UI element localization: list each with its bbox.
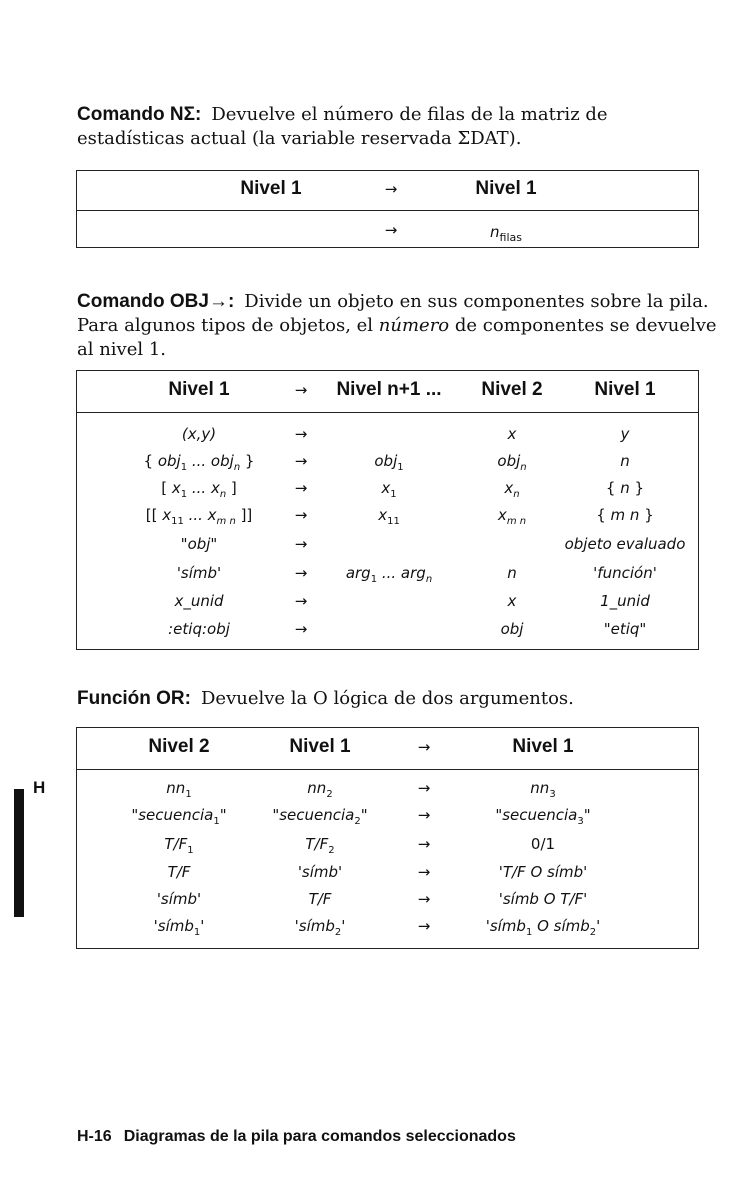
orfunc-r1-arrow: → bbox=[417, 779, 431, 797]
orfunc-r5-arrow: → bbox=[417, 890, 431, 908]
objarrow-r2-lvln1: obj$_1$ bbox=[374, 452, 404, 473]
objarrow-r3-lvl2: $x_n$ bbox=[504, 479, 520, 500]
objarrow-header-arrow: → bbox=[294, 381, 308, 399]
orfunc-r3-arrow: → bbox=[417, 835, 431, 853]
objarrow-r4-in: [[ $x_{11}$ ... $x_{m n}$ ]] bbox=[145, 506, 253, 527]
orfunc-r4-arrow: → bbox=[417, 863, 431, 881]
footer-title: Diagramas de la pila para comandos seleccionados bbox=[123, 1128, 516, 1145]
orfunc-r5-lvl1: T/F bbox=[308, 890, 332, 908]
nsigma-description bbox=[77, 103, 717, 151]
objarrow-r6-lvl2: n bbox=[507, 564, 517, 582]
orfunc-header-arrow: → bbox=[417, 738, 431, 756]
orfunc-r6-out: 'símb$_1$ O símb$_2$' bbox=[485, 917, 601, 938]
section-tab-bar bbox=[14, 789, 24, 917]
nsigma-table bbox=[76, 170, 699, 248]
orfunc-header-level1-in: Nivel 1 bbox=[289, 736, 351, 757]
nsigma-header-level1-in: Nivel 1 bbox=[240, 178, 302, 199]
objarrow-r2-in: { obj$_1$ ... obj$_n$ } bbox=[143, 452, 255, 473]
nsigma-header-arrow: → bbox=[384, 180, 398, 198]
objarrow-r3-lvln1: $x_1$ bbox=[381, 479, 397, 500]
objarrow-r2-lvl2: obj$_n$ bbox=[497, 452, 527, 473]
objarrow-command-name: Comando OBJ→: bbox=[77, 291, 235, 312]
nsigma-text: Devuelve el número de filas de la matriz de estadísticas actual (la variable reservada ΣDAT). bbox=[77, 104, 608, 149]
objarrow-r3-in: [ $x_1$ ... $x_n$ ] bbox=[161, 479, 237, 500]
orfunc-r5-lvl2: 'símb' bbox=[156, 890, 202, 908]
objarrow-text-em: número bbox=[378, 315, 450, 336]
objarrow-r4-lvl2: $x_{m n}$ bbox=[497, 506, 527, 527]
objarrow-r1-in: (x,y) bbox=[181, 425, 217, 443]
objarrow-header-level1-out: Nivel 1 bbox=[594, 379, 656, 400]
objarrow-text-1: Divide un objeto en sus componentes sobre la pila. Para algunos tipos de objetos, el bbox=[77, 291, 709, 336]
orfunc-r4-out: 'T/F O símb' bbox=[498, 863, 588, 881]
orfunc-r2-lvl1: "secuencia$_2$" bbox=[272, 806, 368, 827]
objarrow-r5-lvl1: objeto evaluado bbox=[564, 535, 686, 553]
objarrow-r6-lvln1: arg$_1$ ... arg$_n$ bbox=[345, 564, 433, 585]
orfunc-r2-arrow: → bbox=[417, 806, 431, 824]
objarrow-r8-arrow: → bbox=[294, 620, 308, 638]
objarrow-r1-lvl1: y bbox=[620, 425, 630, 443]
objarrow-r6-in: 'símb' bbox=[176, 564, 222, 582]
objarrow-r4-lvl1: { m n } bbox=[596, 506, 654, 524]
objarrow-r7-in: x_unid bbox=[174, 592, 224, 610]
orfunc-header-level2: Nivel 2 bbox=[148, 736, 210, 757]
objarrow-r2-arrow: → bbox=[294, 452, 308, 470]
orfunc-command-name: Función OR: bbox=[77, 688, 191, 709]
orfunc-r4-lvl2: T/F bbox=[167, 863, 191, 881]
objarrow-r1-lvl2: x bbox=[507, 425, 517, 443]
objarrow-r4-arrow: → bbox=[294, 506, 308, 524]
section-tab-letter: H bbox=[33, 778, 46, 797]
orfunc-r3-lvl2: $T/F_1$ bbox=[164, 835, 194, 856]
orfunc-r1-out: $nn_3$ bbox=[530, 779, 556, 800]
objarrow-r7-lvl2: x bbox=[507, 592, 517, 610]
objarrow-r3-arrow: → bbox=[294, 479, 308, 497]
orfunc-r6-lvl1: 'símb$_2$' bbox=[294, 917, 346, 938]
nsigma-row-result: $n_{filas}$ bbox=[490, 223, 522, 244]
orfunc-r1-lvl2: $nn_1$ bbox=[166, 779, 192, 800]
objarrow-r5-arrow: → bbox=[294, 535, 308, 553]
objarrow-header-level1-in: Nivel 1 bbox=[168, 379, 230, 400]
objarrow-r5-in: "obj" bbox=[180, 535, 218, 553]
orfunc-text: Devuelve la O lógica de dos argumentos. bbox=[200, 688, 574, 709]
nsigma-row-arrow: → bbox=[384, 221, 398, 239]
objarrow-r7-lvl1: 1_unid bbox=[600, 592, 650, 610]
orfunc-r3-lvl1: $T/F_2$ bbox=[305, 835, 335, 856]
objarrow-r8-lvl2: obj bbox=[500, 620, 524, 638]
page-number: H-16 bbox=[77, 1128, 112, 1145]
orfunc-r3-out: 0/1 bbox=[530, 835, 556, 853]
orfunc-r6-arrow: → bbox=[417, 917, 431, 935]
orfunc-r1-lvl1: $nn_2$ bbox=[307, 779, 333, 800]
orfunc-r6-lvl2: 'símb$_1$' bbox=[153, 917, 205, 938]
objarrow-r8-in: :etiq:obj bbox=[168, 620, 230, 638]
objarrow-r6-lvl1: 'función' bbox=[593, 564, 657, 582]
nsigma-header-level1-out: Nivel 1 bbox=[475, 178, 537, 199]
orfunc-r4-lvl1: 'símb' bbox=[297, 863, 343, 881]
objarrow-description bbox=[77, 290, 717, 362]
orfunc-r2-out: "secuencia$_3$" bbox=[495, 806, 591, 827]
objarrow-text-2: de componentes se devuelve al nivel 1. bbox=[77, 315, 717, 360]
orfunc-description bbox=[77, 687, 717, 711]
nsigma-command-name: Comando NΣ: bbox=[77, 104, 202, 125]
objarrow-r7-arrow: → bbox=[294, 592, 308, 610]
objarrow-r4-lvln1: $x_{11}$ bbox=[378, 506, 400, 527]
orfunc-header-level1-out: Nivel 1 bbox=[512, 736, 574, 757]
objarrow-r1-arrow: → bbox=[294, 425, 308, 443]
objarrow-r2-lvl1: n bbox=[620, 452, 630, 470]
objarrow-r8-lvl1: "etiq" bbox=[603, 620, 647, 638]
orfunc-r2-lvl2: "secuencia$_1$" bbox=[131, 806, 227, 827]
orfunc-r5-out: 'símb O T/F' bbox=[498, 890, 588, 908]
objarrow-r6-arrow: → bbox=[294, 564, 308, 582]
objarrow-header-leveln1: Nivel n+1 ... bbox=[336, 379, 442, 400]
orfunc-table bbox=[76, 727, 699, 949]
page-footer bbox=[77, 1128, 516, 1146]
objarrow-table bbox=[76, 370, 699, 650]
objarrow-header-level2: Nivel 2 bbox=[481, 379, 543, 400]
objarrow-r3-lvl1: { n } bbox=[605, 479, 645, 497]
